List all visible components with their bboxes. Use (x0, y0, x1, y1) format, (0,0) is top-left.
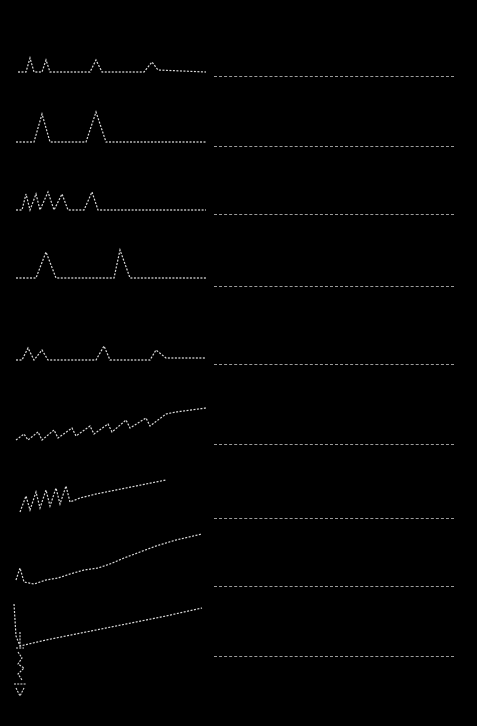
panel-4-sketch (6, 222, 206, 294)
panel-9-sketch (6, 596, 206, 662)
panel-4-trace-svg (6, 222, 206, 294)
panel-3-divider (214, 214, 454, 215)
panel-1-trace-svg (6, 8, 206, 80)
panel-4-divider (214, 286, 454, 287)
panel-7-trace-svg (6, 450, 206, 524)
panel-9-trace (14, 604, 202, 646)
panel-3-sketch (6, 154, 206, 222)
panel-5 (0, 294, 477, 370)
panel-7-divider (214, 518, 454, 519)
panel-6 (0, 370, 477, 450)
panel-8-divider (214, 586, 454, 587)
panel-3-trace (16, 192, 206, 210)
panel-8 (0, 528, 477, 600)
panel-2-divider (214, 146, 454, 147)
panel-2 (0, 84, 477, 154)
panel-8-sketch (6, 528, 206, 600)
panel-4-trace (16, 250, 206, 278)
panel-6-trace-svg (6, 370, 206, 450)
panel-6-trace (16, 408, 206, 440)
panel-1-sketch (6, 8, 206, 80)
seated-figure-icon (8, 628, 34, 700)
panel-6-divider (214, 444, 454, 445)
panel-4 (0, 222, 477, 294)
panel-8-trace-svg (6, 528, 206, 600)
panel-5-divider (214, 364, 454, 365)
panel-5-trace (16, 346, 206, 360)
panel-1-trace (18, 58, 206, 72)
panel-7-sketch (6, 450, 206, 524)
panel-5-sketch (6, 294, 206, 370)
panel-9-divider (214, 656, 454, 657)
panel-7 (0, 450, 477, 524)
panel-1-divider (214, 76, 454, 77)
panel-9 (0, 596, 477, 662)
panel-3 (0, 154, 477, 222)
panel-2-trace-svg (6, 84, 206, 154)
panel-5-trace-svg (6, 294, 206, 370)
panel-3-trace-svg (6, 154, 206, 222)
panel-2-sketch (6, 84, 206, 154)
panel-1 (0, 8, 477, 80)
panel-6-sketch (6, 370, 206, 450)
panel-8-trace (16, 534, 202, 584)
panel-2-trace (16, 112, 206, 142)
panel-7-trace (20, 480, 166, 512)
panel-9-trace-svg (6, 596, 206, 662)
